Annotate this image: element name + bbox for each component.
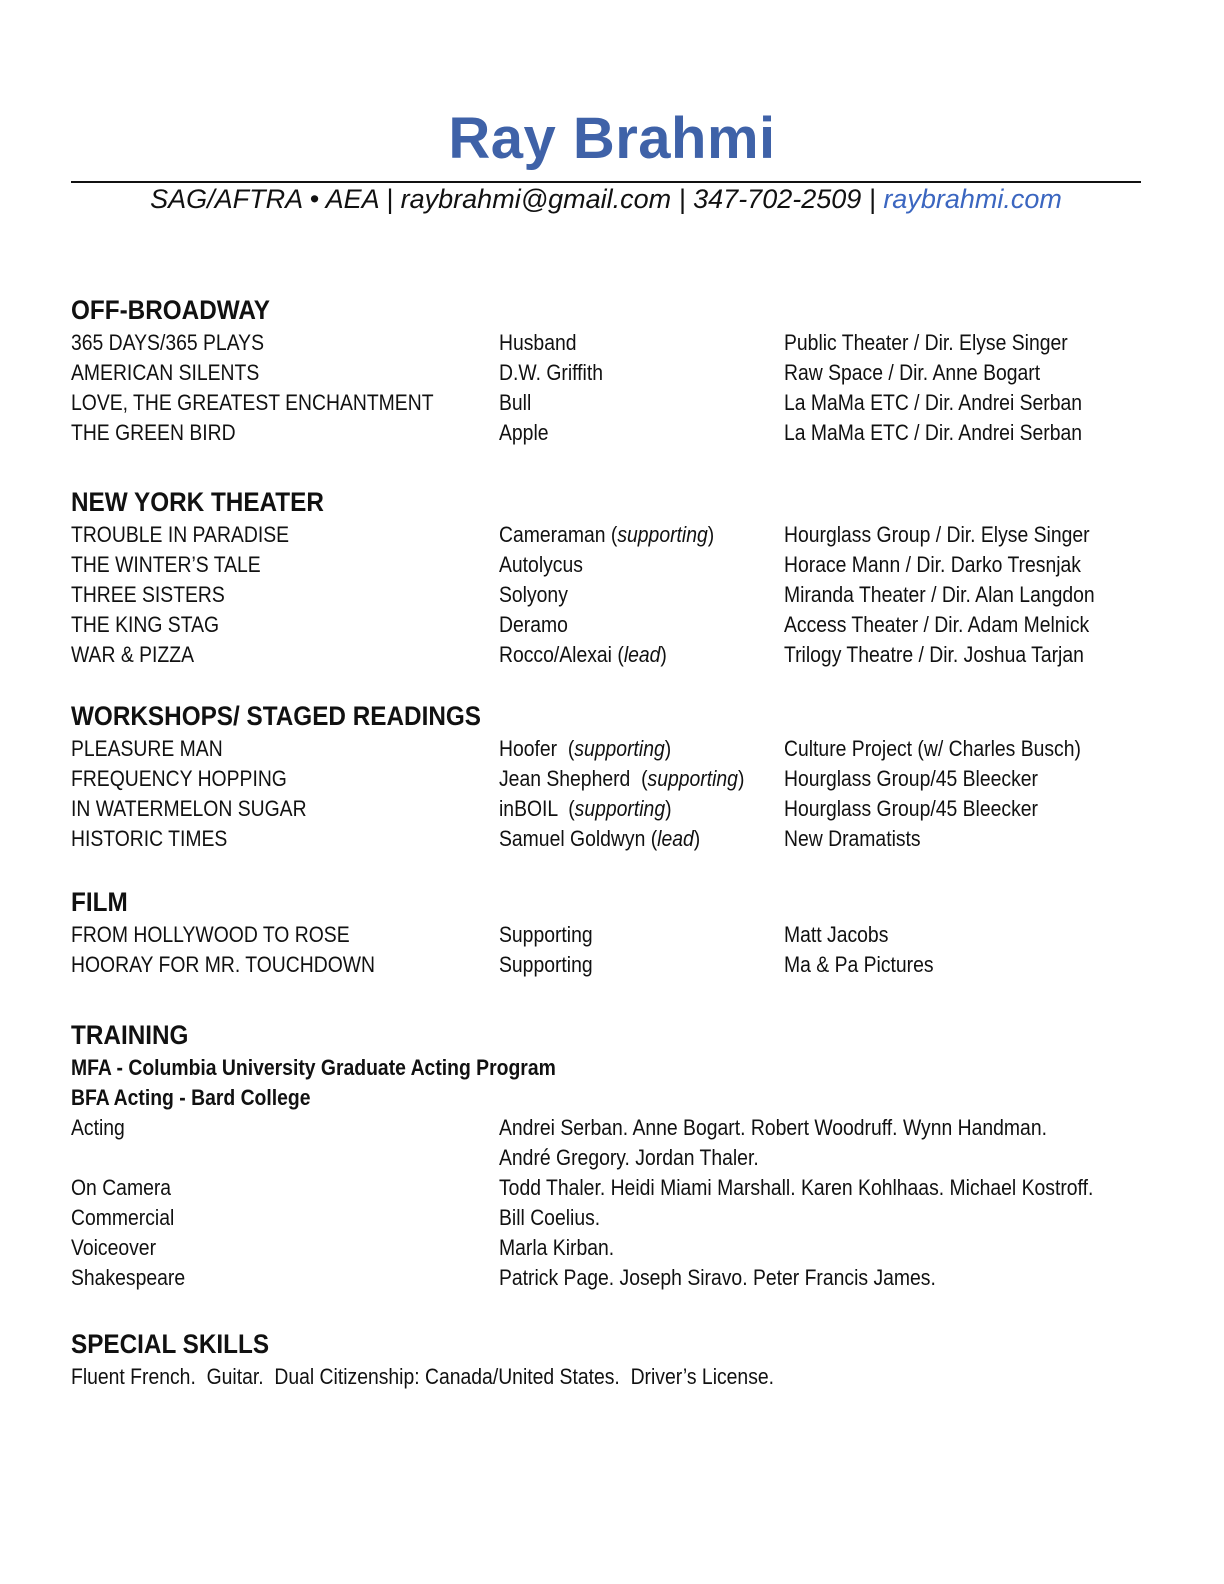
- show-title: THE KING STAG: [71, 612, 220, 637]
- role: Apple: [499, 420, 549, 445]
- role: inBOIL (supporting): [499, 796, 672, 821]
- role: Hoofer (supporting): [499, 736, 672, 761]
- degree: MFA - Columbia University Graduate Acting Program: [71, 1055, 556, 1080]
- show-title: 365 DAYS/365 PLAYS: [71, 330, 265, 355]
- credit-row: [71, 950, 1151, 980]
- show-title: FROM HOLLYWOOD TO ROSE: [71, 922, 350, 947]
- training-row: [71, 1203, 1151, 1233]
- role: Husband: [499, 330, 577, 355]
- venue-director: La MaMa ETC / Dir. Andrei Serban: [784, 390, 1083, 415]
- venue-director: Matt Jacobs: [784, 922, 889, 947]
- role: Cameraman (supporting): [499, 522, 715, 547]
- show-title: HISTORIC TIMES: [71, 826, 228, 851]
- show-title: AMERICAN SILENTS: [71, 360, 260, 385]
- credit-row: [71, 920, 1151, 950]
- credit-row: [71, 824, 1151, 854]
- show-title: HOORAY FOR MR. TOUCHDOWN: [71, 952, 376, 977]
- show-title: FREQUENCY HOPPING: [71, 766, 287, 791]
- show-title: TROUBLE IN PARADISE: [71, 522, 290, 547]
- actor-name: Ray Brahmi: [448, 106, 776, 171]
- role: Jean Shepherd (supporting): [499, 766, 745, 791]
- credit-row: [71, 520, 1151, 550]
- credit-row: [71, 610, 1151, 640]
- role: Autolycus: [499, 552, 583, 577]
- role-type: supporting: [617, 522, 708, 547]
- credit-row: [71, 764, 1151, 794]
- credit-row: [71, 640, 1151, 670]
- training-area: On Camera: [71, 1175, 172, 1200]
- training-area: Voiceover: [71, 1235, 157, 1260]
- section-film: [71, 884, 1151, 980]
- contact-line: [0, 184, 1212, 215]
- training-area: Acting: [71, 1115, 125, 1140]
- show-title: LOVE, THE GREATEST ENCHANTMENT: [71, 390, 434, 415]
- teachers: Patrick Page. Joseph Siravo. Peter Francis James.: [499, 1265, 936, 1290]
- show-title: WAR & PIZZA: [71, 642, 194, 667]
- role: Solyony: [499, 582, 568, 607]
- training-row: [71, 1263, 1151, 1293]
- section-heading: SPECIAL SKILLS: [71, 1329, 270, 1359]
- section-heading: WORKSHOPS/ STAGED READINGS: [71, 701, 481, 731]
- skills-text: Fluent French. Guitar. Dual Citizenship: Canada/United States. Driver’s License.: [71, 1364, 775, 1389]
- credit-row: [71, 388, 1151, 418]
- role: Bull: [499, 390, 532, 415]
- venue-director: Miranda Theater / Dir. Alan Langdon: [784, 582, 1095, 607]
- teachers: Andrei Serban. Anne Bogart. Robert Woodruff. Wynn Handman. André Gregory. Jordan Thaler.: [499, 1115, 1047, 1170]
- venue-director: Trilogy Theatre / Dir. Joshua Tarjan: [784, 642, 1084, 667]
- teachers: Marla Kirban.: [499, 1235, 615, 1260]
- venue-director: Access Theater / Dir. Adam Melnick: [784, 612, 1090, 637]
- venue-director: Ma & Pa Pictures: [784, 952, 934, 977]
- training-area: Shakespeare: [71, 1265, 186, 1290]
- venue-director: New Dramatists: [784, 826, 921, 851]
- training-area: Commercial: [71, 1205, 175, 1230]
- section-workshops: [71, 698, 1151, 854]
- credit-row: [71, 550, 1151, 580]
- role: Supporting: [499, 922, 593, 947]
- role: Deramo: [499, 612, 568, 637]
- credit-row: [71, 358, 1151, 388]
- section-special-skills: [71, 1326, 1151, 1392]
- degree-row: [71, 1083, 1151, 1113]
- degree-row: [71, 1053, 1151, 1083]
- credit-row: [71, 328, 1151, 358]
- section-heading: NEW YORK THEATER: [71, 487, 324, 517]
- section-training: [71, 1017, 1151, 1293]
- venue-director: Public Theater / Dir. Elyse Singer: [784, 330, 1068, 355]
- credit-row: [71, 734, 1151, 764]
- venue-director: Raw Space / Dir. Anne Bogart: [784, 360, 1041, 385]
- teachers: Bill Coelius.: [499, 1205, 601, 1230]
- skills-row: [71, 1362, 1151, 1392]
- venue-director: Hourglass Group/45 Bleecker: [784, 766, 1038, 791]
- credit-row: [71, 580, 1151, 610]
- section-heading: OFF-BROADWAY: [71, 295, 270, 325]
- show-title: PLEASURE MAN: [71, 736, 223, 761]
- training-row: [71, 1173, 1151, 1203]
- section-heading: TRAINING: [71, 1020, 189, 1050]
- show-title: IN WATERMELON SUGAR: [71, 796, 307, 821]
- role-type: supporting: [574, 796, 666, 821]
- contact-info: SAG/AFTRA • AEA | raybrahmi@gmail.com | 347-702-2509 |: [150, 184, 884, 214]
- section-new-york-theater: [71, 484, 1151, 670]
- section-off-broadway: [71, 292, 1151, 448]
- credit-row: [71, 418, 1151, 448]
- website-link[interactable]: raybrahmi.com: [883, 184, 1062, 214]
- role: Rocco/Alexai (lead): [499, 642, 667, 667]
- venue-director: Horace Mann / Dir. Darko Tresnjak: [784, 552, 1081, 577]
- role: Samuel Goldwyn (lead): [499, 826, 701, 851]
- training-row: [71, 1113, 1151, 1173]
- role-type: supporting: [647, 766, 738, 791]
- role-type: lead: [623, 642, 661, 667]
- show-title: THREE SISTERS: [71, 582, 225, 607]
- section-heading: FILM: [71, 887, 128, 917]
- venue-director: Culture Project (w/ Charles Busch): [784, 736, 1081, 761]
- venue-director: La MaMa ETC / Dir. Andrei Serban: [784, 420, 1083, 445]
- degree: BFA Acting - Bard College: [71, 1085, 311, 1110]
- credit-row: [71, 794, 1151, 824]
- show-title: THE WINTER’S TALE: [71, 552, 261, 577]
- venue-director: Hourglass Group / Dir. Elyse Singer: [784, 522, 1090, 547]
- role-type: lead: [657, 826, 694, 851]
- training-row: [71, 1233, 1151, 1263]
- header-divider: [71, 181, 1141, 183]
- role: Supporting: [499, 952, 593, 977]
- role: D.W. Griffith: [499, 360, 603, 385]
- show-title: THE GREEN BIRD: [71, 420, 236, 445]
- teachers: Todd Thaler. Heidi Miami Marshall. Karen Kohlhaas. Michael Kostroff.: [499, 1175, 1094, 1200]
- role-type: supporting: [574, 736, 665, 761]
- venue-director: Hourglass Group/45 Bleecker: [784, 796, 1038, 821]
